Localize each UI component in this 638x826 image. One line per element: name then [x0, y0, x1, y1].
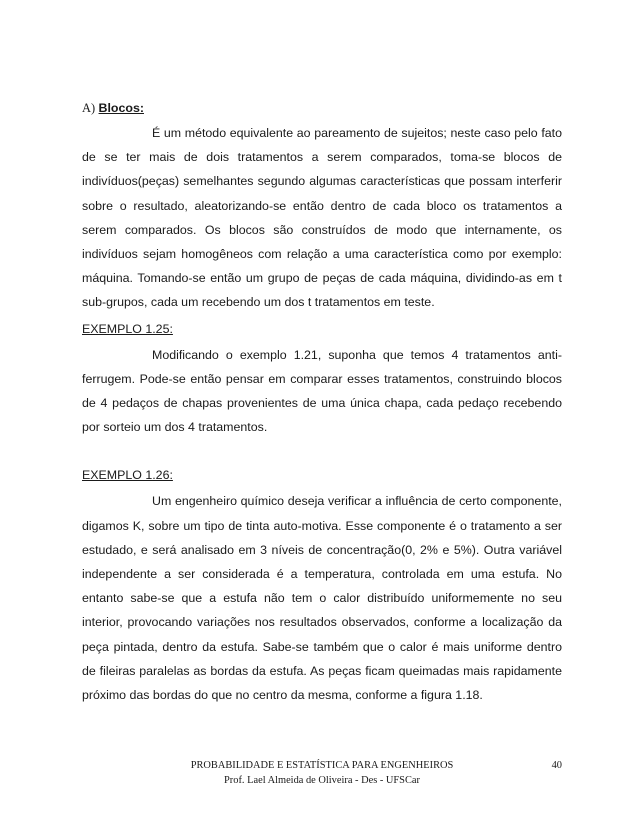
section-paragraph: É um método equivalente ao pareamento de sujeitos; neste caso pelo fato de se ter mais de dois tratamentos a serem comparados, toma-se blocos de indivíduos(peças) semelhantes segundo algumas características que possam interferir sobre o resultado, aleatorizando-se então dentro de cada bloco os tratamentos a serem comparados. Os blocos são construídos de modo que internamente, os indivíduos sejam homogêneos com relação a uma característica como por exemplo: máquina. Tomando-se então um grupo de peças de cada máquina, dividindo-as em t sub-grupos, cada um recebendo um dos t tratamentos em teste.	[82, 126, 562, 310]
example-1-paragraph: Modificando o exemplo 1.21, suponha que temos 4 tratamentos anti-ferrugem. Pode-se então pensar em comparar esses tratamentos, construindo blocos de 4 pedaços de chapas provenientes de uma única chapa, cada pedaço recebendo por sorteio um dos 4 tratamentos.	[82, 347, 562, 435]
example-1-heading: EXEMPLO 1.25:	[82, 321, 173, 336]
example-2-paragraph: Um engenheiro químico deseja verificar a influência de certo componente, digamos K, sobre um tipo de tinta auto-motiva. Esse componente é o tratamento a ser estudado, e será analisado em 3 níveis de concentração(0, 2% e 5%). Outra variável independente a ser considerada é a temperatura, controlada em uma estufa. No entanto sabe-se que a estufa não tem o calor distribuído uniformemente no seu interior, provocando variações nos resultados observados, conforme a localização da peça pintada, dentro da estufa. Sabe-se também que o calor é mais uniforme dentro de fileiras paralelas as bordas da estufa. As peças ficam queimadas mais rapidamente próximo das bordas do que no centro da mesma, conforme a figura 1.18.	[82, 494, 562, 703]
example-2-heading: EXEMPLO 1.26:	[82, 468, 173, 483]
page-footer	[82, 758, 562, 788]
section-title: Blocos:	[98, 101, 144, 115]
spacer	[82, 439, 562, 463]
page-content	[82, 98, 562, 707]
page-number: 40	[551, 760, 562, 771]
section-heading	[82, 98, 562, 118]
footer-author: Prof. Lael Almeida de Oliveira - Des - UFSCar	[224, 775, 420, 786]
footer-title: PROBABILIDADE E ESTATÍSTICA PARA ENGENHEIROS	[190, 760, 454, 771]
section-prefix: A)	[82, 101, 96, 115]
